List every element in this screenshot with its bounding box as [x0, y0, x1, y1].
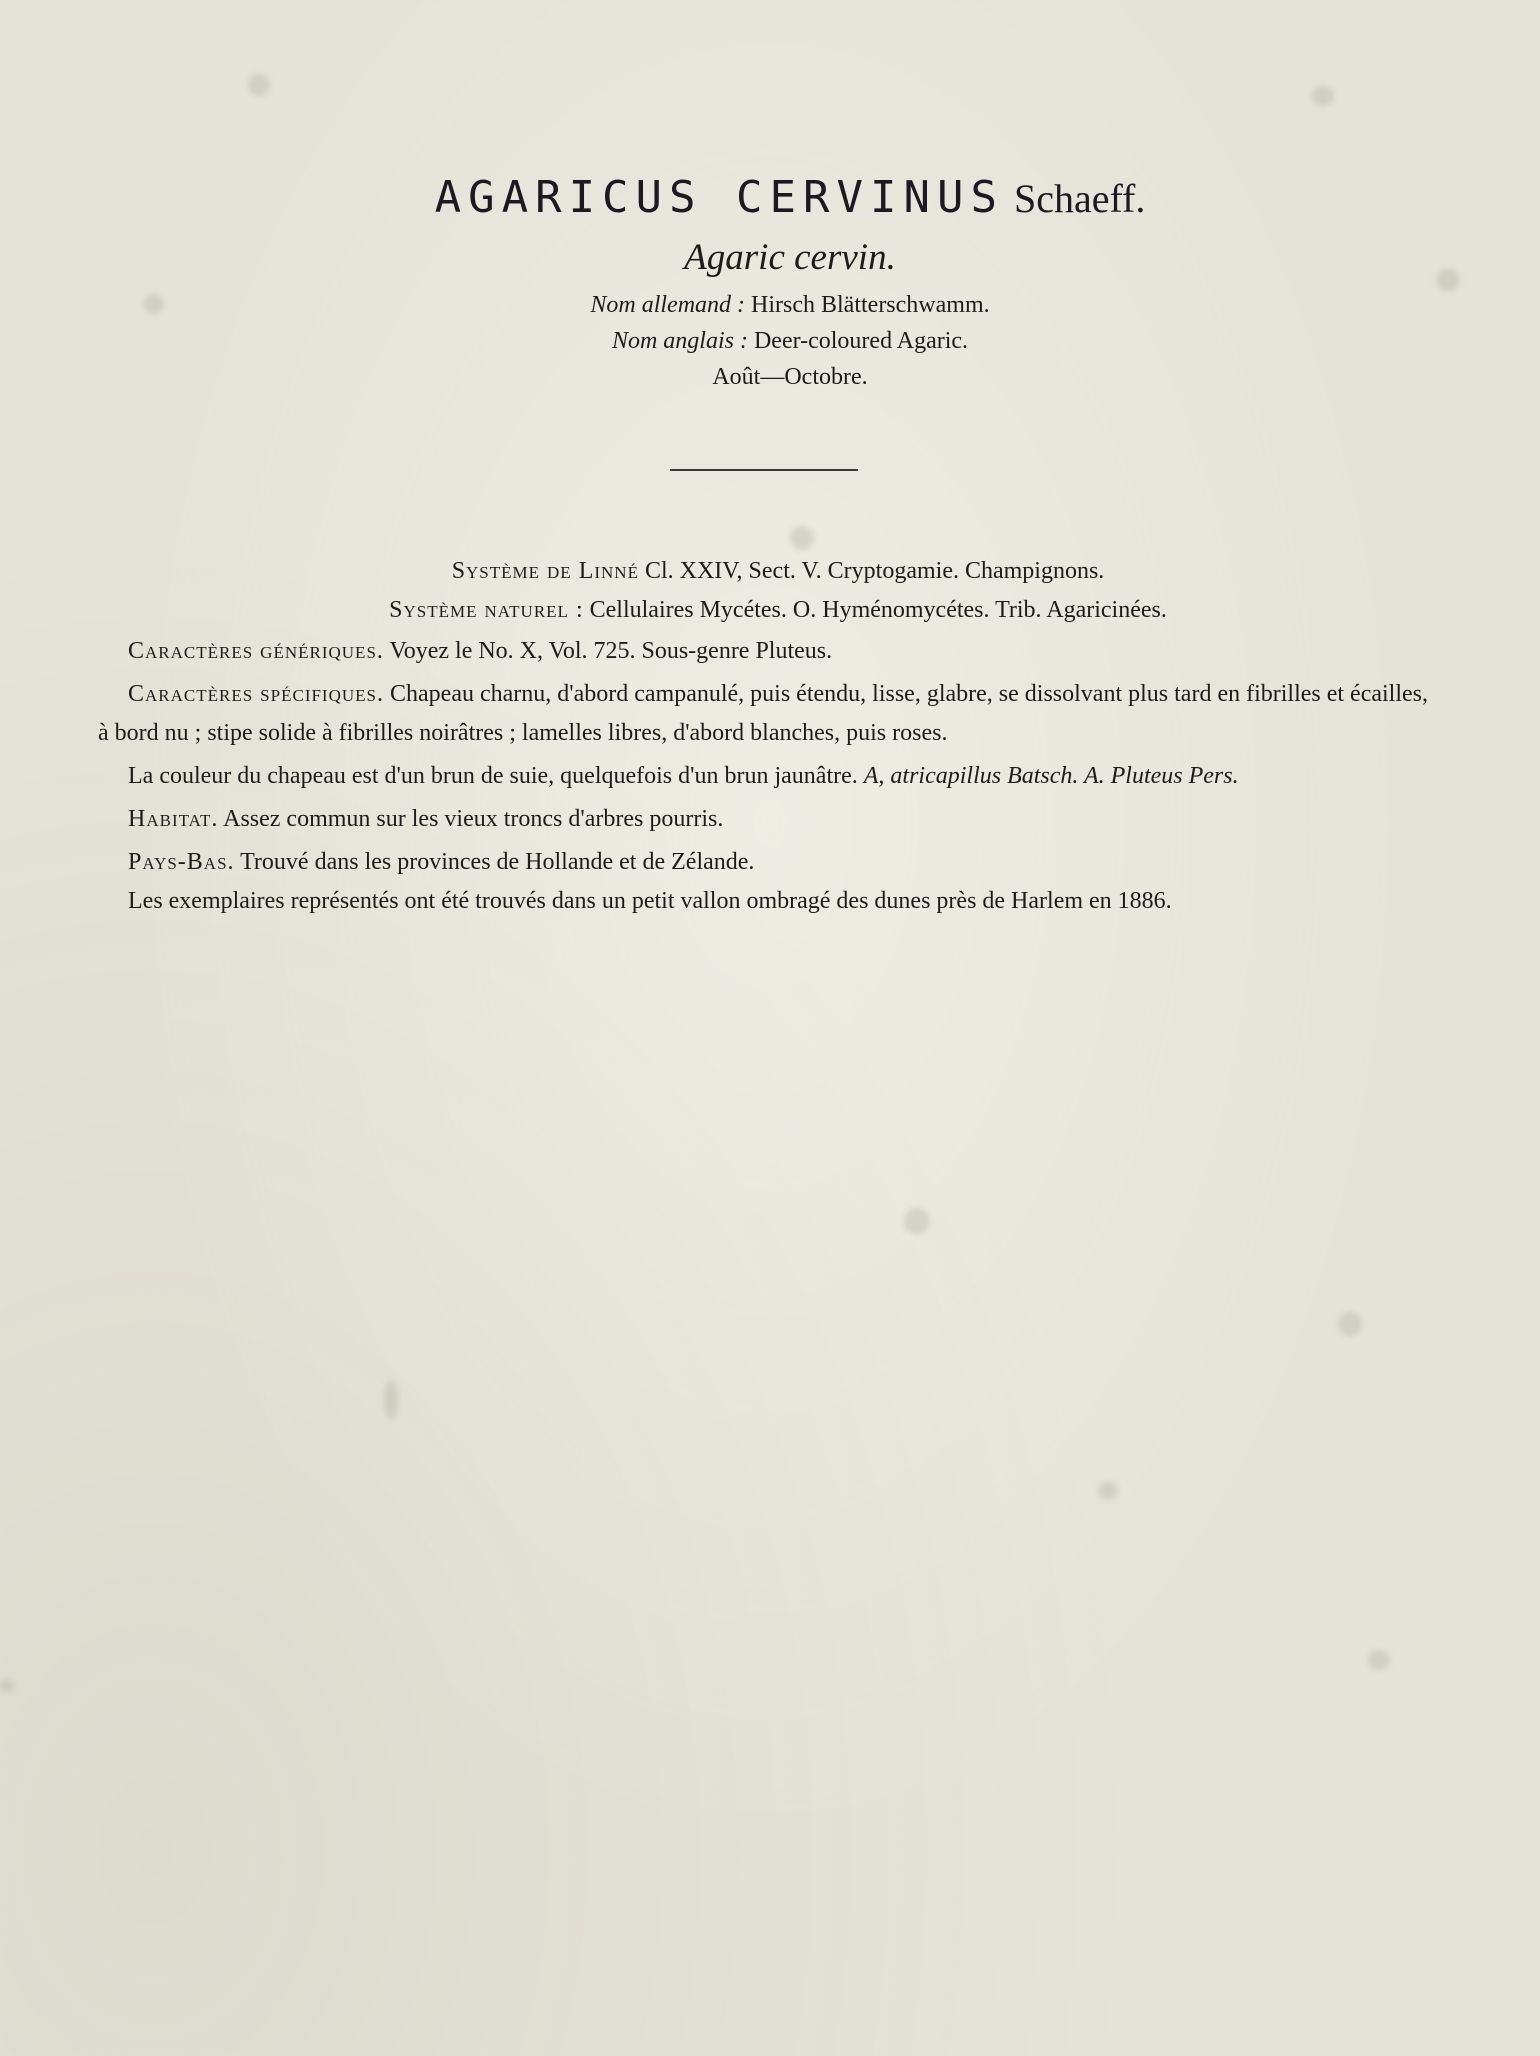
linne-system-label: Système de Linné — [451, 558, 639, 584]
specific-characters-value: Chapeau charnu, d'abord campanulé, puis étendu, lisse, glabre, se dissolvant plus tard en fibrilles et écailles, à bord nu ; stipe solide à fibrilles noirâtres ; lamelles libres, d'abord blanches, puis roses. — [98, 681, 1429, 746]
german-name-label: Nom allemand : — [590, 292, 746, 318]
color-text: La couleur du chapeau est d'un brun de suie, quelquefois d'un brun jaunâtre. — [128, 763, 858, 789]
specific-characters-paragraph — [98, 675, 1428, 753]
german-name-value: Hirsch Blätterschwamm. — [751, 292, 990, 318]
linne-system-line — [128, 552, 1428, 591]
species-subtitle: Agaric cervin. — [684, 237, 896, 278]
description-body — [98, 552, 1428, 921]
paper-spot — [904, 1208, 930, 1234]
netherlands-paragraph — [98, 843, 1428, 882]
divider-rule — [670, 469, 858, 471]
paper-spot — [1338, 1312, 1362, 1336]
natural-system-label: Système naturel : — [389, 597, 584, 623]
paper-spot — [1368, 1650, 1390, 1670]
paper-spot — [248, 74, 270, 96]
netherlands-label: Pays-Bas. — [128, 849, 235, 875]
generic-characters-paragraph — [98, 632, 1428, 671]
english-name-line — [20, 328, 1540, 355]
natural-system-line — [128, 591, 1428, 630]
species-author: Schaeff. — [1013, 176, 1146, 221]
color-paragraph — [98, 757, 1428, 796]
paper-spot — [384, 1380, 398, 1420]
paper-spot — [790, 526, 814, 550]
specific-characters-label: Caractères spécifiques. — [128, 681, 384, 707]
generic-characters-label: Caractères génériques. — [128, 638, 384, 664]
netherlands-value: Trouvé dans les provinces de Hollande et de Zélande. — [240, 849, 755, 875]
paper-spot — [0, 1680, 14, 1692]
natural-system-value: Cellulaires Mycétes. O. Hyménomycétes. Trib. Agaricinées. — [589, 597, 1167, 623]
habitat-label: Habitat. — [128, 806, 219, 832]
habitat-value: Assez commun sur les vieux troncs d'arbres pourris. — [223, 806, 724, 832]
paper-spot — [1312, 86, 1334, 106]
species-title — [20, 172, 1540, 223]
linne-system-value: Cl. XXIV, Sect. V. Cryptogamie. Champignons. — [644, 558, 1105, 584]
species-name: AGARICUS CERVINUS — [434, 172, 1004, 223]
paper-spot — [1098, 1482, 1118, 1500]
english-name-label: Nom anglais : — [611, 328, 748, 354]
season-line: Août—Octobre. — [712, 364, 868, 390]
specimens-paragraph: Les exemplaires représentés ont été trouvés dans un petit vallon ombragé des dunes près de Harlem en 1886. — [128, 888, 1172, 914]
generic-characters-value: Voyez le No. X, Vol. 725. Sous-genre Pluteus. — [389, 638, 833, 664]
german-name-line — [20, 292, 1540, 319]
habitat-paragraph — [98, 800, 1428, 839]
english-name-value: Deer-coloured Agaric. — [753, 328, 969, 354]
color-synonyms: A, atricapillus Batsch. A. Pluteus Pers. — [863, 763, 1239, 789]
